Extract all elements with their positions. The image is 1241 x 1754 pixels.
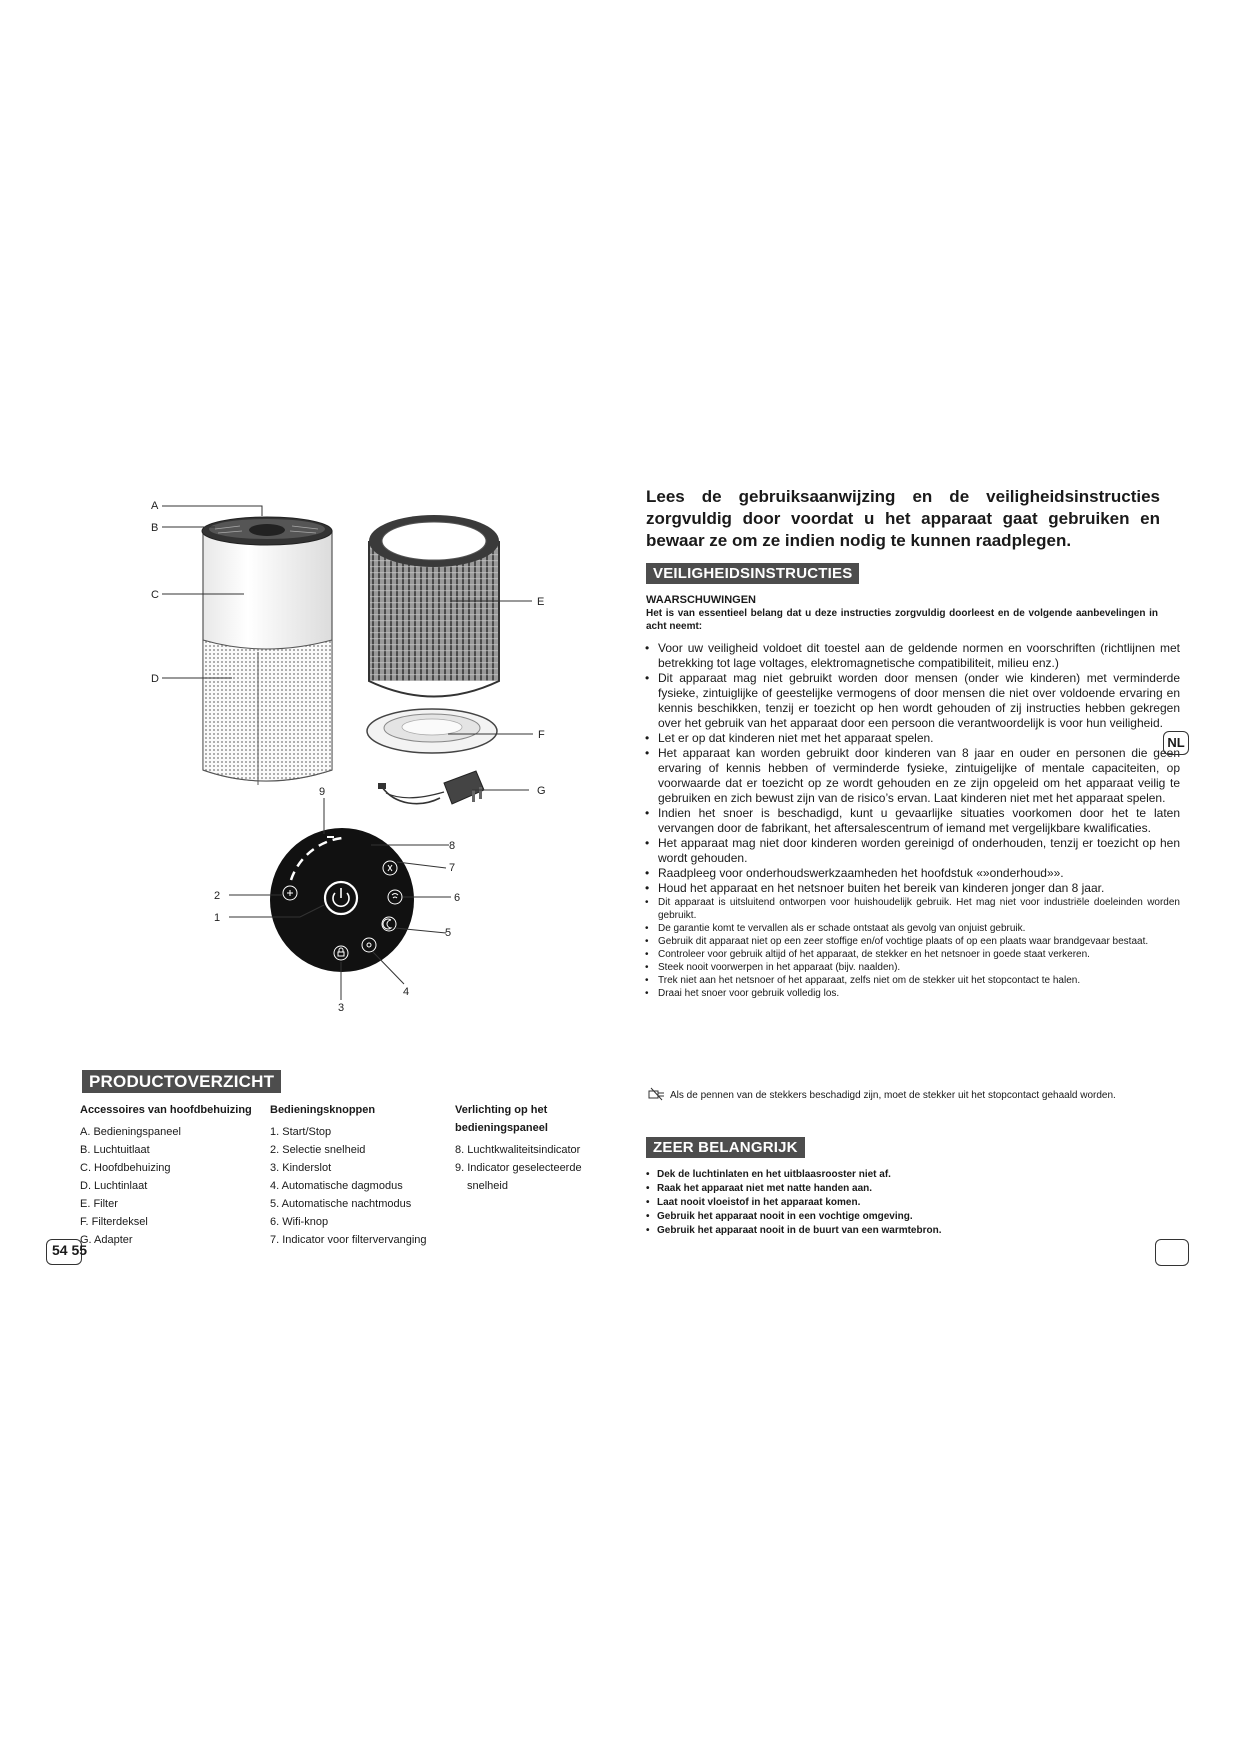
panel-label-8: 8 [449,840,456,852]
important-title: ZEER BELANGRIJK [646,1137,805,1158]
list-item: • Gebruik het apparaat nooit in de buurt van een warmtebron. [646,1224,942,1238]
part-label-d: D [151,673,159,685]
list-item: • Dek de luchtinlaten en het uitblaasrooster niet af. [646,1168,942,1182]
list-item: E. Filter [80,1198,118,1210]
list-item: • De garantie komt te vervallen als er schade ontstaat als gevolg van onjuist gebruik. [644,922,1180,935]
column-heading: Verlichting op het bedieningspaneel [455,1104,548,1134]
list-item: 3. Kinderslot [270,1162,332,1174]
safety-title: VEILIGHEIDSINSTRUCTIES [646,563,859,584]
panel-label-5: 5 [445,927,452,939]
part-label-a: A [151,500,159,512]
list-item: G. Adapter [80,1234,133,1246]
list-item: • Laat nooit vloeistof in het apparaat komen. [646,1196,942,1210]
list-item: • Trek niet aan het netsnoer of het apparaat, zelfs niet om de stekker uit het stopcontact te halen. [644,974,1180,987]
warnings-intro: Het is van essentieel belang dat u deze instructies zorgvuldig doorleest en de volgende aanbevelingen in acht neemt: [646,608,1158,632]
accessories-column [80,1101,252,1249]
plug-warning-text: Als de pennen van de stekkers beschadigd zijn, moet de stekker uit het stopcontact gehaald worden. [670,1090,1116,1101]
panel-label-2: 2 [214,890,221,902]
safety-bullet-list [644,641,1180,1000]
lighting-column [455,1101,605,1195]
important-list [646,1168,942,1238]
list-item: • Raak het apparaat niet met natte handen aan. [646,1182,942,1196]
control-panel [270,828,414,972]
page-number-box-right [1155,1239,1189,1266]
list-item: • Het apparaat mag niet door kinderen worden gereinigd of onderhouden, tenzij er toezicht op hen wordt gehouden. [644,836,1180,866]
list-item: • Indien het snoer is beschadigd, kunt u gevaarlijke situaties voorkomen door het te laten vervangen door de fabrikant, het aftersalescentrum of iemand met vergelijkbare kwalificaties. [644,806,1180,836]
product-overview-title: PRODUCTOVERZICHT [82,1070,281,1093]
panel-label-3: 3 [338,1002,345,1014]
damaged-plug-icon [648,1087,666,1101]
list-item: C. Hoofdbehuizing [80,1162,171,1174]
warnings-heading: WAARSCHUWINGEN [646,594,756,606]
list-item: F. Filterdeksel [80,1216,148,1228]
list-item: 4. Automatische dagmodus [270,1180,403,1192]
list-item: 7. Indicator voor filtervervanging [270,1234,427,1246]
intro-heading: Lees de gebruiksaanwijzing en de veiligheidsinstructies zorgvuldig door voordat u het apparaat gaat gebruiken en bewaar ze om ze indien nodig te kunnen raadplegen. [646,487,1160,550]
panel-label-9: 9 [319,786,326,798]
list-item: • Draai het snoer voor gebruik volledig los. [644,987,1180,1000]
list-item: B. Luchtuitlaat [80,1144,150,1156]
panel-label-6: 6 [454,892,461,904]
plug-warning [648,1087,1158,1103]
purifier-body [202,517,332,785]
part-label-g: G [537,785,546,797]
panel-label-4: 4 [403,986,410,998]
list-item: • Gebruik het apparaat nooit in een vochtige omgeving. [646,1210,942,1224]
panel-label-7: 7 [449,862,456,874]
list-item: • Voor uw veiligheid voldoet dit toestel aan de geldende normen en voorschriften (richtlijnen met betrekking tot lage voltages, elektromagnetische compatibiliteit, milieu enz.) [644,641,1180,671]
panel-label-1: 1 [214,912,221,924]
list-item: • Houd het apparaat en het netsnoer buiten het bereik van kinderen jonger dan 8 jaar. [644,881,1180,896]
language-badge: NL [1163,731,1189,755]
list-item: 1. Start/Stop [270,1126,332,1138]
list-item: 9. Indicator geselecteerde [455,1162,582,1174]
adapter [378,771,484,804]
list-item: D. Luchtinlaat [80,1180,148,1192]
column-heading: Accessoires van hoofdbehuizing [80,1104,252,1116]
list-item: 6. Wifi-knop [270,1216,329,1228]
list-item: • Steek nooit voorwerpen in het apparaat (bijv. naalden). [644,961,1180,974]
list-item: 8. Luchtkwaliteitsindicator [455,1144,581,1156]
list-item: A. Bedieningspaneel [80,1126,181,1138]
list-item: • Let er op dat kinderen niet met het apparaat spelen. [644,731,1180,746]
list-item: • Dit apparaat mag niet gebruikt worden door mensen (onder wie kinderen) met verminderde fysieke, zintuiglijke of geestelijke vermogens of door mensen die niet over voldoende ervaring en kennis beschikken, tenzij er toezicht op hen wordt gehouden of zij instructies hebben gekregen over het gebruik van het apparaat door een persoon die verantwoordelijk is voor hun veiligheid. [644,671,1180,731]
list-item: • Controleer voor gebruik altijd of het apparaat, de stekker en het netsnoer in goede staat verkeren. [644,948,1180,961]
page-number: 54 55 [52,1242,88,1258]
list-item: • Dit apparaat is uitsluitend ontworpen voor huishoudelijk gebruik. Het mag niet voor industriële doeleinden worden gebruikt. [644,896,1180,922]
buttons-column [270,1101,427,1249]
list-item: • Het apparaat kan worden gebruikt door kinderen van 8 jaar en ouder en personen die geen ervaring of kennis hebben of verminderde fysieke, zintuigelijke of mentale capaciteiten, op voorwaarde dat er toezicht op ze wordt gehouden en ze zijn opgeleid om het apparaat veilig te gebruiken en zich bewust zijn van de risico’s ervan. Laat kinderen niet met het apparaat spelen. [644,746,1180,806]
part-label-f: F [538,729,545,741]
part-label-b: B [151,522,159,534]
day-mode-icon [362,938,376,952]
list-item: 2. Selectie snelheid [270,1144,366,1156]
list-item: 5. Automatische nachtmodus [270,1198,412,1210]
list-item: • Raadpleeg voor onderhoudswerkzaamheden het hoofdstuk «»onderhoud»». [644,866,1180,881]
filter-cover [367,709,497,753]
part-label-c: C [151,589,159,601]
list-item: snelheid [467,1180,508,1192]
filter [369,515,499,697]
part-label-e: E [537,596,545,608]
list-item: • Gebruik dit apparaat niet op een zeer stoffige en/of vochtige plaats of op een plaats waar brandgevaar bestaat. [644,935,1180,948]
column-heading: Bedieningsknoppen [270,1104,376,1116]
